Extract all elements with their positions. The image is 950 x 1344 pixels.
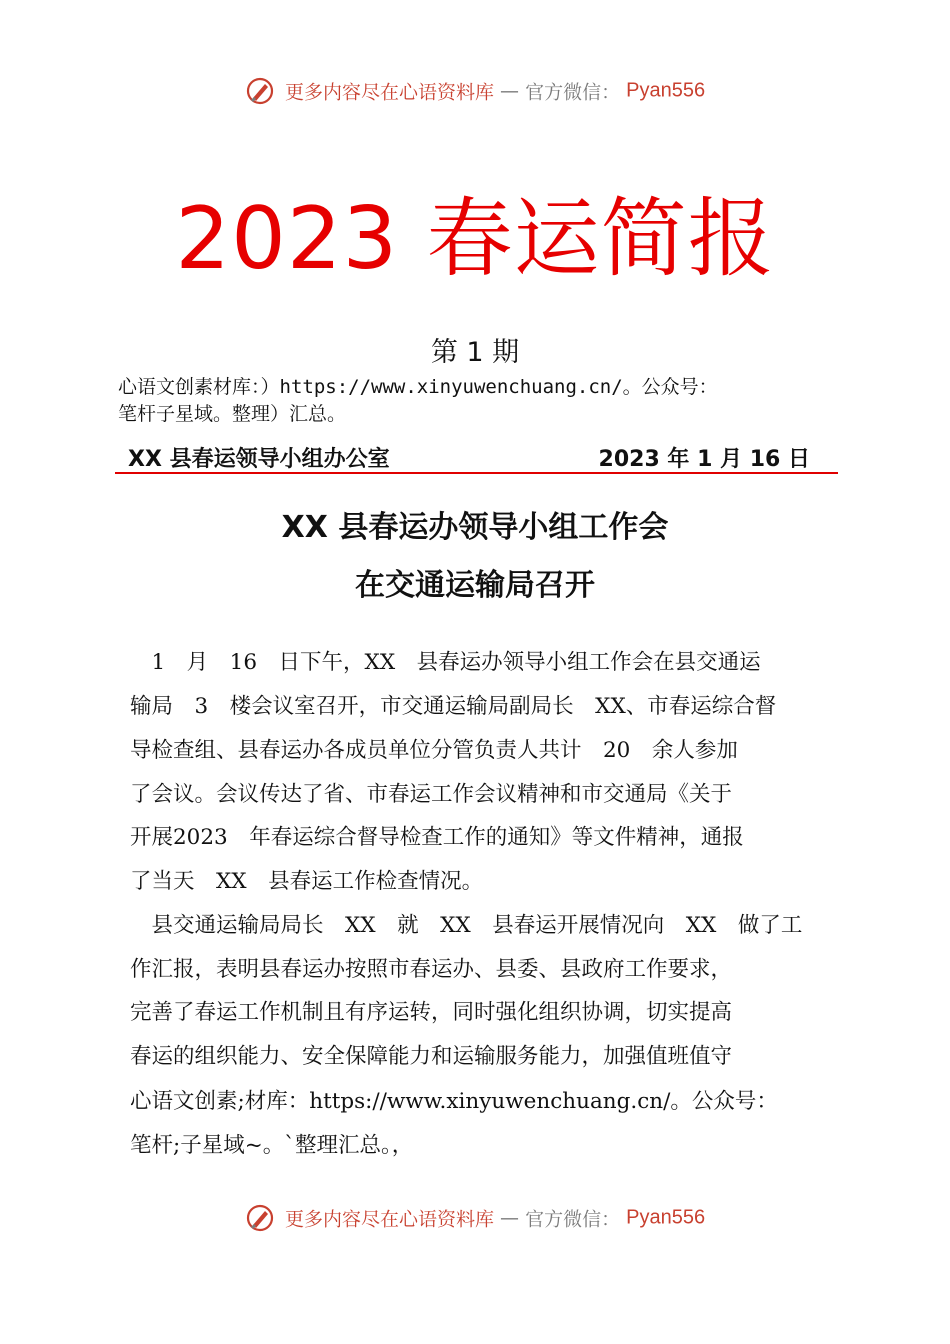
body-line: 县交通运输局局长 XX 就 XX 县春运开展情况向 XX 做了工: [130, 913, 803, 938]
watermark-dash: —: [500, 1207, 520, 1229]
watermark-account-label: 官方微信：: [525, 1208, 621, 1231]
watermark-prefix: 更多内容尽在心语资料库: [284, 81, 494, 104]
body-line: 了当天 XX 县春运工作检查情况。: [130, 869, 484, 894]
bulletin-title: 2023 春运简报: [175, 189, 775, 289]
source-note-line: 笔杆子星域。整理）汇总。: [118, 403, 347, 425]
body-line: 输局 3 楼会议室召开，市交通运输局副局长 XX、市春运综合督: [130, 694, 777, 719]
watermark-bottom: [0, 1203, 950, 1233]
source-note-line: 心语文创素材库：）https://www.xinyuwenchuang.cn/。公众号：: [118, 376, 718, 398]
red-divider: [115, 472, 838, 474]
pen-logo-icon: [245, 76, 275, 106]
watermark-account-id: Pyan556: [626, 1206, 706, 1229]
pen-logo-icon: [245, 1203, 275, 1233]
body-line: 导检查组、县春运办各成员单位分管负责人共计 20 余人参加: [130, 738, 738, 763]
body-line: 开展2023 年春运综合督导检查工作的通知》等文件精神，通报: [130, 825, 744, 850]
watermark-account-label: 官方微信：: [525, 81, 621, 104]
issue-number: 第 1 期: [430, 337, 520, 368]
watermark-prefix: 更多内容尽在心语资料库: [284, 1208, 494, 1231]
source-note-line: 笔杆;子星域~。`整理汇总。，: [130, 1133, 414, 1158]
watermark-account-id: Pyan556: [626, 79, 706, 102]
issuing-office: XX 县春运领导小组办公室: [128, 447, 390, 472]
source-note-line: 心语文创素;材库：https://www.xinyuwenchuang.cn/。公众号：: [130, 1089, 778, 1114]
body-line: 完善了春运工作机制且有序运转，同时强化组织协调，切实提高: [130, 1000, 733, 1025]
body-line: 作汇报，表明县春运办按照市春运办、县委、县政府工作要求，: [130, 957, 733, 982]
body-line: 了会议。会议传达了省、市春运工作会议精神和市交通局《关于: [130, 782, 733, 807]
watermark-dash: —: [500, 80, 520, 102]
dateline: [128, 442, 810, 472]
issue-date: 2023 年 1 月 16 日: [598, 447, 810, 472]
body-line: 1 月 16 日下午，XX 县春运办领导小组工作会在县交通运: [130, 650, 761, 675]
body-line: 春运的组织能力、安全保障能力和运输服务能力，加强值班值守: [130, 1044, 733, 1069]
article-headline-line: XX 县春运办领导小组工作会: [281, 510, 669, 545]
watermark-top: [0, 76, 950, 106]
article-headline-line: 在交通运输局召开: [355, 568, 595, 603]
